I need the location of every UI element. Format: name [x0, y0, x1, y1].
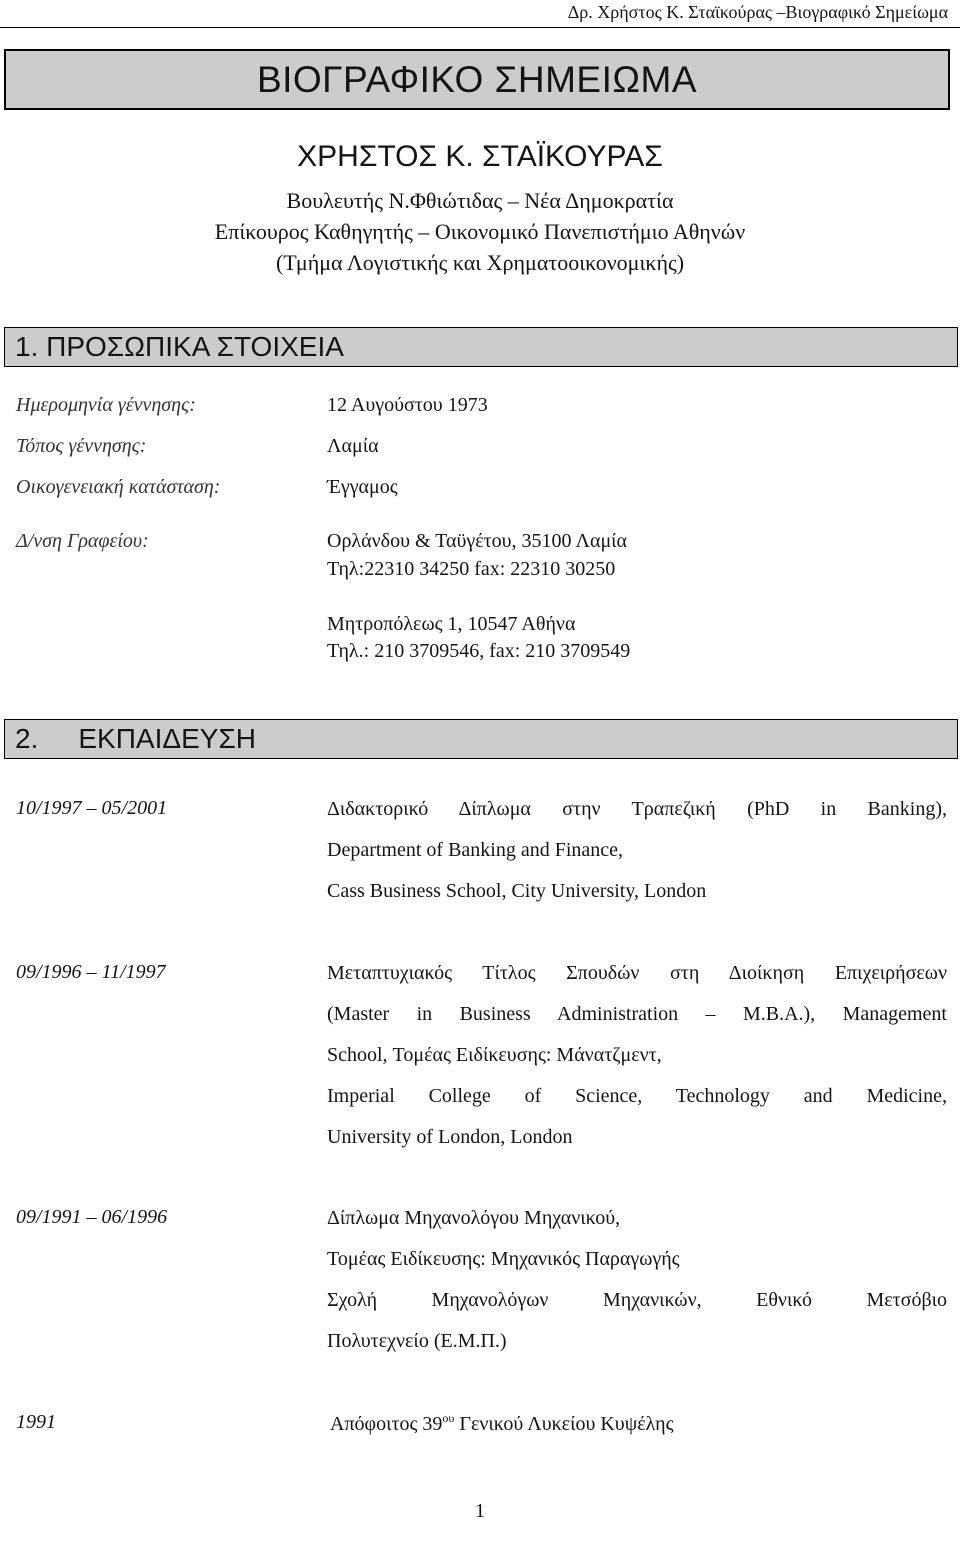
subtitle-line: Βουλευτής Ν.Φθιώτιδας – Νέα Δημοκρατία	[286, 188, 674, 213]
education-period: 09/1996 – 11/1997	[16, 961, 166, 983]
office-address-athens: Μητροπόλεως 1, 10547 Αθήνα	[327, 613, 576, 635]
education-line: Cass Business School, City University, London	[327, 880, 707, 902]
office-phone-lamia: Τηλ:22310 34250 fax: 22310 30250	[327, 558, 616, 580]
birth-place-value: Λαμία	[327, 435, 379, 457]
document-title: ΒΙΟΓΡΑΦΙΚΟ ΣΗΜΕΙΩΜΑ	[256, 58, 698, 100]
education-entry	[327, 794, 947, 917]
education-line: Πολυτεχνείο (Ε.Μ.Π.)	[327, 1330, 507, 1352]
marital-status-label: Οικογενειακή κατάσταση:	[16, 476, 221, 498]
birth-date-label: Ημερομηνία γέννησης:	[16, 394, 196, 416]
office-address-label: Δ/νση Γραφείου:	[16, 530, 149, 552]
education-period: 1991	[16, 1411, 56, 1433]
ordinal-suffix: ου	[442, 1411, 455, 1425]
office-phone-athens: Τηλ.: 210 3709546, fax: 210 3709549	[327, 640, 631, 662]
education-line: University of London, London	[327, 1126, 573, 1148]
document-title-box	[4, 49, 950, 110]
education-line: Department of Banking and Finance,	[327, 839, 624, 861]
education-line: Τομέας Ειδίκευσης: Μηχανικός Παραγωγής	[327, 1248, 680, 1270]
section-number: 2.	[15, 723, 39, 754]
section-title: 1. ΠΡΟΣΩΠΙΚΑ ΣΤΟΙΧΕΙΑ	[15, 331, 344, 362]
section-personal-header	[4, 327, 958, 367]
header-rule	[0, 27, 960, 28]
marital-status-value: Έγγαμος	[327, 476, 398, 498]
education-period: 10/1997 – 05/2001	[16, 797, 168, 819]
section-education-header	[4, 719, 958, 759]
birth-date-value: 12 Αυγούστου 1973	[327, 394, 488, 416]
education-text: Γενικού Λυκείου Κυψέλης	[454, 1413, 674, 1435]
education-line: Imperial College of Science, Technology and Medicine,	[327, 1085, 947, 1107]
education-line: Μεταπτυχιακός Τίτλος Σπουδών στη Διοίκηση Επιχειρήσεων	[327, 962, 947, 984]
education-line: Διδακτορικό Δίπλωμα στην Τραπεζική (PhD in Banking),	[327, 798, 947, 820]
education-line: (Master in Business Administration – M.B.A.), Management	[327, 1003, 947, 1025]
education-line: Δίπλωμα Μηχανολόγου Μηχανικού,	[327, 1207, 621, 1229]
education-text: Απόφοιτος 39	[330, 1413, 443, 1435]
education-line: Σχολή Μηχανολόγων Μηχανικών, Εθνικό Μετσόβιο	[327, 1289, 947, 1311]
education-entry	[330, 1411, 674, 1436]
office-address-lamia: Ορλάνδου & Ταϋγέτου, 35100 Λαμία	[327, 530, 628, 552]
section-title: ΕΚΠΑΙΔΕΥΣΗ	[78, 723, 256, 754]
education-entry	[327, 958, 947, 1163]
person-name: ΧΡΗΣΤΟΣ Κ. ΣΤΑΪΚΟΥΡΑΣ	[297, 140, 663, 173]
education-line: School, Τομέας Ειδίκευσης: Μάνατζμεντ,	[327, 1044, 662, 1066]
birth-place-label: Τόπος γέννησης:	[16, 435, 147, 457]
subtitle-line: Επίκουρος Καθηγητής – Οικονομικό Πανεπιστήμιο Αθηνών	[214, 219, 746, 244]
subtitle-line: (Τμήμα Λογιστικής και Χρηματοοικονομικής)	[275, 250, 685, 275]
education-entry	[327, 1203, 947, 1367]
page-number: 1	[475, 1500, 485, 1522]
education-period: 09/1991 – 06/1996	[16, 1206, 168, 1228]
running-header: Δρ. Χρήστος Κ. Σταϊκούρας –Βιογραφικό Σημείωμα	[567, 2, 948, 22]
